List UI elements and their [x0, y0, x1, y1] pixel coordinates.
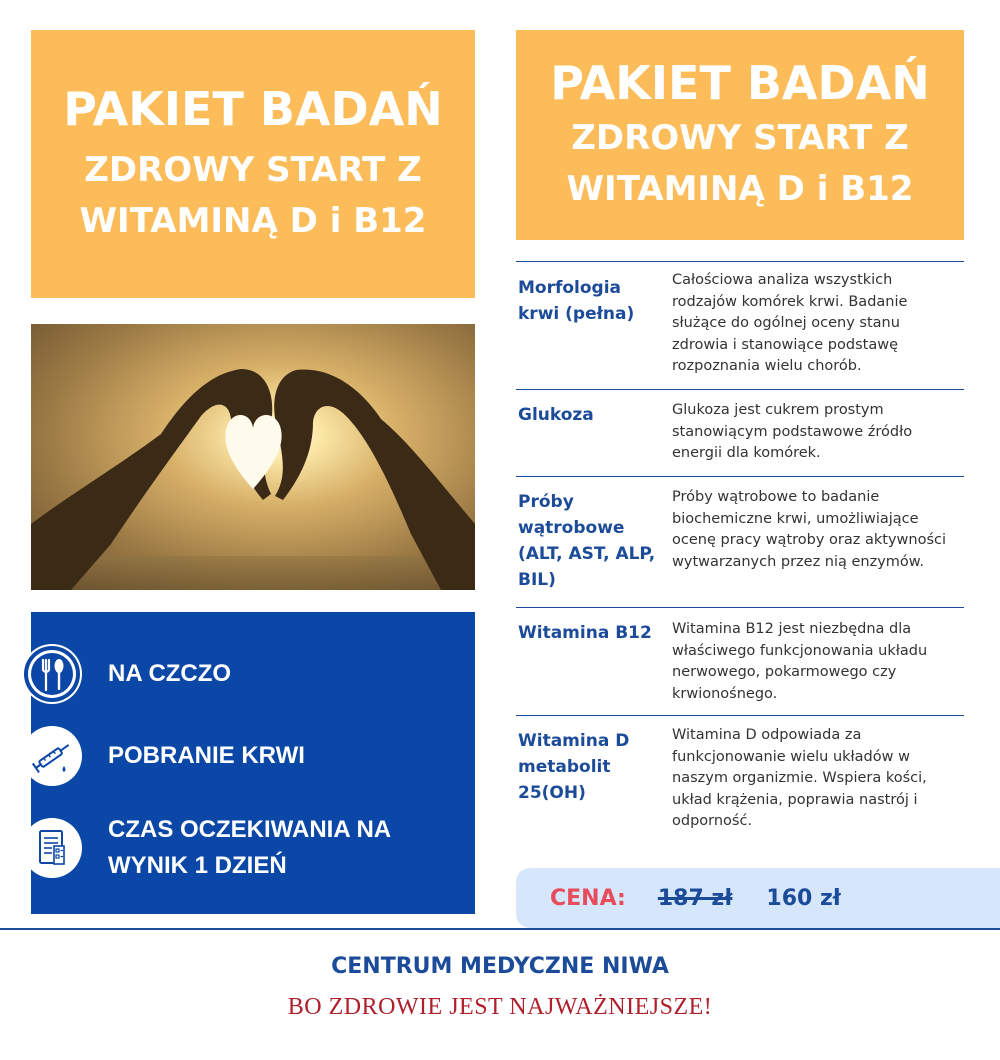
- test-desc-line: odporność.: [672, 813, 753, 829]
- old-price: 187 zł: [657, 885, 733, 911]
- test-desc-line: naszym organizmie. Wspiera kości,: [672, 770, 927, 786]
- waiting-time-line1: CZAS OCZEKIWANIA NA: [108, 816, 392, 843]
- test-name-line: metabolit: [518, 757, 611, 777]
- test-row-glucose: [516, 389, 964, 476]
- syringe-icon: [22, 726, 82, 786]
- test-name: [516, 620, 672, 715]
- waiting-time-label: [108, 812, 391, 884]
- test-desc-line: Witamina D odpowiada za: [672, 727, 862, 743]
- test-name: [516, 728, 672, 843]
- test-name-line: krwi (pełna): [518, 304, 635, 324]
- test-desc-line: Próby wątrobowe to badanie: [672, 489, 880, 505]
- test-desc-line: energii dla komórek.: [672, 445, 821, 461]
- test-row-vitamin-b12: [516, 607, 964, 715]
- test-desc-line: służące do ogólnej oceny stanu: [672, 315, 900, 331]
- test-name-line: Witamina B12: [518, 623, 652, 643]
- info-row-fasting: [22, 644, 231, 704]
- fork-spoon-icon: [22, 644, 82, 704]
- test-desc-line: rozpoznania wielu chorób.: [672, 358, 862, 374]
- test-name-line: Próby: [518, 492, 574, 512]
- info-row-waiting-time: [22, 812, 391, 884]
- test-desc-line: biochemiczne krwi, umożliwiające: [672, 510, 919, 527]
- test-desc-line: zdrowia i stanowiące podstawę: [672, 336, 898, 353]
- right-title-line2: ZDROWY START Z: [571, 117, 909, 158]
- footer-divider: [0, 928, 1000, 930]
- test-name-line: 25(OH): [518, 783, 586, 803]
- test-row-vitamin-d: [516, 715, 964, 843]
- test-description: [672, 400, 964, 476]
- new-price: 160 zł: [766, 885, 841, 911]
- test-desc-line: właściwego funkcjonowania układu: [672, 642, 928, 659]
- right-title-line3: WITAMINĄ D i B12: [566, 168, 914, 209]
- test-name-line: Witamina D: [518, 731, 630, 751]
- test-description: [672, 487, 964, 607]
- test-name-line: Morfologia: [518, 278, 622, 298]
- test-desc-line: nerwowego, pokarmowego czy: [672, 664, 897, 680]
- test-desc-line: Witamina B12 jest niezbędna dla: [672, 621, 912, 637]
- slogan: BO ZDROWIE JEST NAJWAŻNIEJSZE!: [287, 994, 713, 1020]
- test-desc-line: Glukoza jest cukrem prostym: [672, 402, 884, 418]
- test-name-line: wątrobowe: [518, 518, 625, 538]
- test-desc-line: Całościowa analiza wszystkich: [672, 272, 893, 288]
- heart-hands-photo: [31, 324, 475, 590]
- info-row-blood-draw: [22, 726, 305, 786]
- left-title-box: [31, 30, 475, 298]
- test-description: [672, 725, 964, 843]
- test-row-liver: [516, 476, 964, 607]
- test-desc-line: funkcjonowanie wielu układów w: [672, 748, 910, 765]
- price-label: CENA:: [550, 885, 626, 911]
- waiting-time-line2: WYNIK 1 DZIEŃ: [108, 852, 287, 879]
- test-desc-line: krwionośnego.: [672, 685, 778, 702]
- test-desc-line: układ krążenia, poprawia nastrój i: [672, 791, 918, 808]
- price-bar: [516, 868, 1000, 928]
- test-desc-line: rodzajów komórek krwi. Badanie: [672, 293, 908, 310]
- test-name: [516, 489, 672, 607]
- right-title-box: [516, 30, 964, 240]
- test-name-line: Glukoza: [518, 405, 594, 425]
- test-name: [516, 402, 672, 476]
- left-title-line2: ZDROWY START Z: [84, 149, 422, 190]
- test-row-morphology: [516, 261, 964, 389]
- blood-draw-label: POBRANIE KRWI: [108, 742, 305, 769]
- left-title-line1: PAKIET BADAŃ: [63, 82, 443, 137]
- tests-table: [516, 261, 964, 843]
- test-desc-line: wytwarzanych przez nią enzymów.: [672, 553, 924, 570]
- test-name-line: (ALT, AST, ALP,: [518, 544, 656, 564]
- test-desc-line: ocenę pracy wątroby oraz aktywności: [672, 532, 946, 548]
- document-checklist-icon: [22, 818, 82, 878]
- clinic-name: CENTRUM MEDYCZNE NIWA: [331, 954, 669, 979]
- fasting-label: NA CZCZO: [108, 660, 232, 687]
- left-title-line3: WITAMINĄ D i B12: [79, 200, 427, 241]
- test-description: [672, 270, 964, 389]
- test-desc-line: stanowiącym podstawowe źródło: [672, 423, 913, 440]
- test-name-line: BIL): [518, 570, 556, 590]
- right-title-line1: PAKIET BADAŃ: [550, 56, 930, 111]
- test-name: [516, 275, 672, 389]
- test-description: [672, 619, 964, 715]
